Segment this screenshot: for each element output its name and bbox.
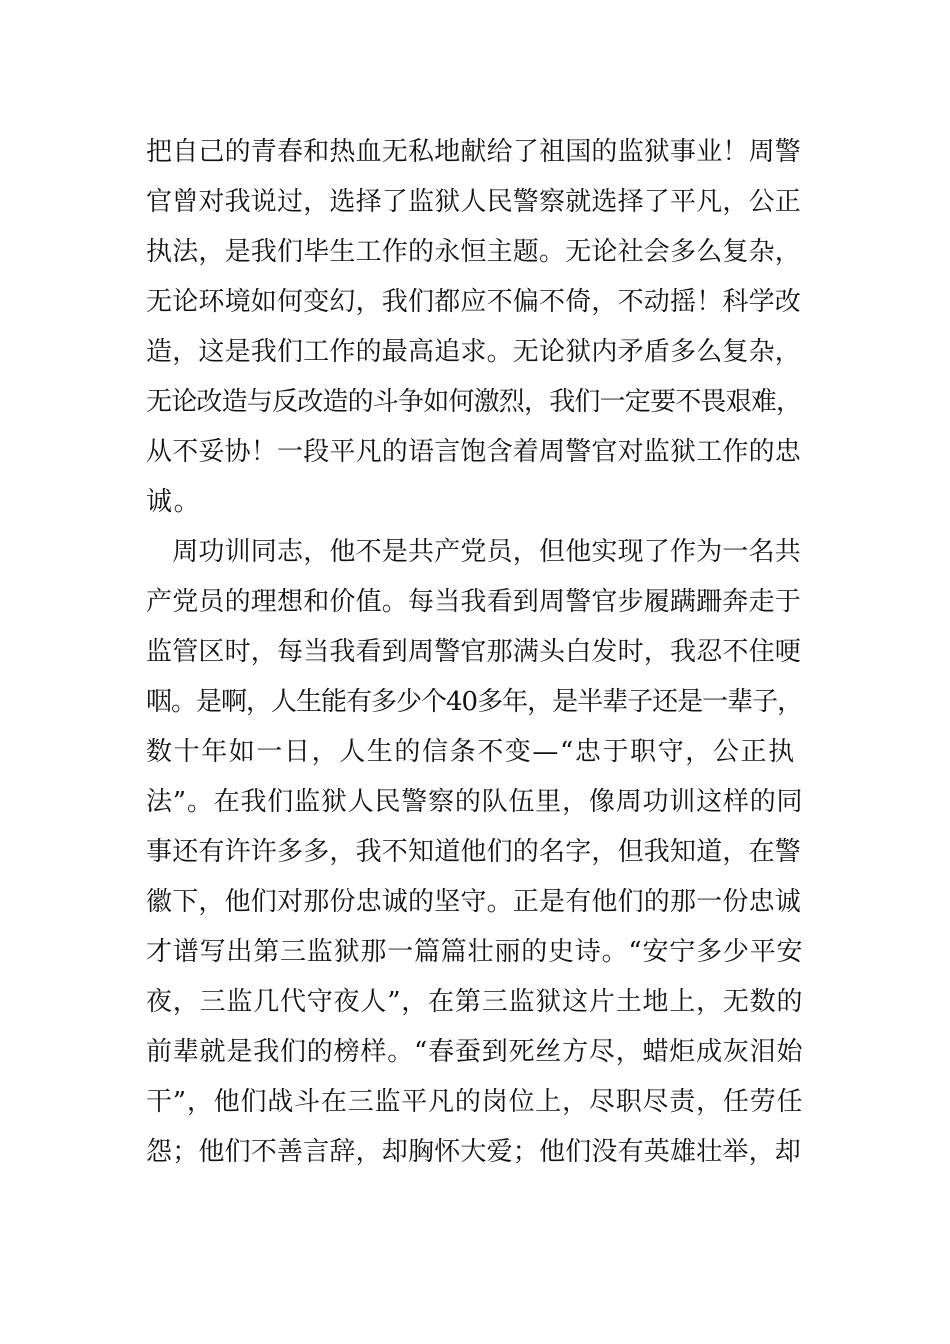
text-line: 官曾对我说过，选择了监狱人民警察就选择了平凡，公正 xyxy=(146,187,802,217)
text-line: 从不妥协！一段平凡的语言饱含着周警官对监狱工作的忠 xyxy=(146,437,802,467)
text-line: 干”，他们战斗在三监平凡的岗位上，尽职尽责，任劳任 xyxy=(146,1087,804,1117)
text-line: 诚。 xyxy=(146,487,202,517)
text-line: 咽。是啊，人生能有多少个40多年，是半辈子还是一辈子， xyxy=(146,687,803,717)
text-line: 夜，三监几代守夜人”，在第三监狱这片土地上，无数的 xyxy=(146,987,804,1017)
text-line: 把自己的青春和热血无私地献给了祖国的监狱事业！周警 xyxy=(146,137,802,167)
text-line: 数十年如一日，人生的信条不变—“忠于职守，公正执 xyxy=(146,737,796,767)
text-line: 产党员的理想和价值。每当我看到周警官步履蹒跚奔走于 xyxy=(146,587,802,617)
text-line: 无论改造与反改造的斗争如何激烈，我们一定要不畏艰难， xyxy=(146,387,802,417)
text-line: 前辈就是我们的榜样。“春蚕到死丝方尽，蜡炬成灰泪始 xyxy=(146,1037,804,1067)
text-line: 监管区时，每当我看到周警官那满头白发时，我忍不住哽 xyxy=(146,637,802,667)
text-line: 周功训同志，他不是共产党员，但他实现了作为一名共 xyxy=(146,537,802,567)
text-line: 法”。在我们监狱人民警察的队伍里，像周功训这样的同 xyxy=(146,787,804,817)
text-line: 事还有许许多多，我不知道他们的名字，但我知道，在警 xyxy=(146,837,802,867)
text-line: 徽下，他们对那份忠诚的坚守。正是有他们的那一份忠诚 xyxy=(146,887,802,917)
text-line: 才谱写出第三监狱那一篇篇壮丽的史诗。“安宁多少平安 xyxy=(146,937,804,967)
text-line: 造，这是我们工作的最高追求。无论狱内矛盾多么复杂， xyxy=(146,337,802,367)
text-line: 怨；他们不善言辞，却胸怀大爱；他们没有英雄壮举，却 xyxy=(146,1137,802,1167)
text-line: 无论环境如何变幻，我们都应不偏不倚，不动摇！科学改 xyxy=(146,287,802,317)
text-line: 执法，是我们毕生工作的永恒主题。无论社会多么复杂， xyxy=(146,237,802,267)
